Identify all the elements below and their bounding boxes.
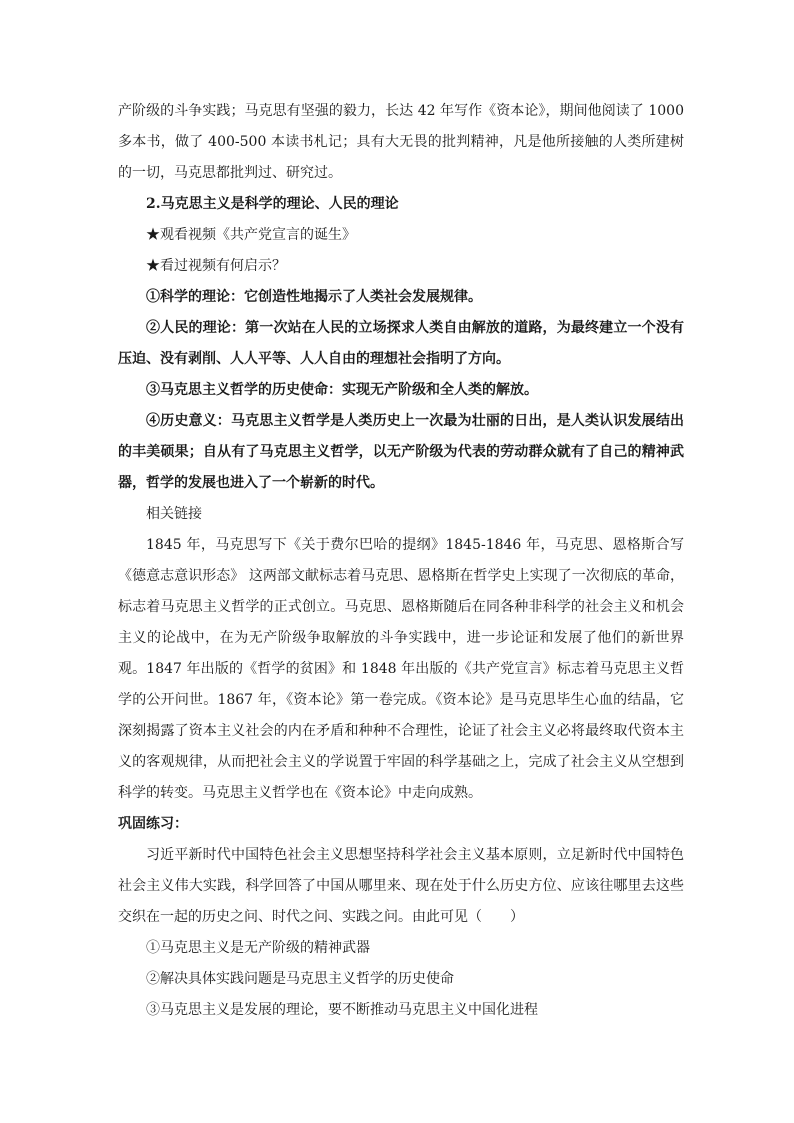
watch-video-line: ★观看视频《共产党宣言的诞生》 xyxy=(146,227,356,243)
document-body xyxy=(118,96,684,1026)
insight-question: ★看过视频有何启示？ xyxy=(146,258,286,274)
related-link-body: 1845 年，马克思写下《关于费尔巴哈的提纲》1845-1846 年，马克思、恩格斯合写《德意志意识形态》 这两部文献标志着马克思、恩格斯在哲学史上实现了一次彻底的革命，标志着马克思主义哲学的正式创立。马克思、恩格斯随后在同各种非科学的社会主义和机会主义的论战中，在为无产阶级争取解放的斗争实践中，进一步论证和发展了他们的新世界观。1847 年出版的《哲学的贫困》和 1848 年出版的《共产党宣言》标志着马克思主义哲学的公开问世。1867 年，《资本论》第一卷完成。《资本论》是马克思毕生心血的结晶，它深刻揭露了资本主义社会的内在矛盾和种种不合理性，论证了社会主义必将最终取代资本主义的客观规律，从而把社会主义的学说置于牢固的科学基础之上，完成了社会主义从空想到科学的转变。马克思主义哲学也在《资本论》中走向成熟。 xyxy=(118,537,684,801)
related-link-title: 相关链接 xyxy=(146,506,202,522)
point-historical-mission: ③马克思主义哲学的历史使命：实现无产阶级和全人类的解放。 xyxy=(146,382,538,398)
exercise-option-1: ①马克思主义是无产阶级的精神武器 xyxy=(146,940,370,956)
point-historical-significance: ④历史意义：马克思主义哲学是人类历史上一次最为壮丽的日出，是人类认识发展结出的丰美硕果；自从有了马克思主义哲学，以无产阶级为代表的劳动群众就有了自己的精神武器，哲学的发展也进入了一个崭新的时代。 xyxy=(118,413,684,491)
exercise-option-2: ②解决具体实践问题是马克思主义哲学的历史使命 xyxy=(146,971,454,987)
exercise-option-3: ③马克思主义是发展的理论，要不断推动马克思主义中国化进程 xyxy=(146,1002,538,1018)
intro-paragraph: 产阶级的斗争实践；马克思有坚强的毅力，长达 42 年写作《资本论》，期间他阅读了 1000 多本书，做了 400-500 本读书札记；具有大无畏的批判精神，凡是他所接触的人类所建树的一切，马克思都批判过、研究过。 xyxy=(118,103,684,181)
exercise-title: 巩固练习： xyxy=(118,816,188,832)
section-heading-2: 2.马克思主义是科学的理论、人民的理论 xyxy=(146,196,399,212)
exercise-question: 习近平新时代中国特色社会主义思想坚持科学社会主义基本原则，立足新时代中国特色社会主义伟大实践，科学回答了中国从哪里来、现在处于什么历史方位、应该往哪里去这些交织在一起的历史之问、时代之问、实践之问。由此可见（ ） xyxy=(118,847,684,925)
point-people-theory: ②人民的理论：第一次站在人民的立场探求人类自由解放的道路，为最终建立一个没有压迫、没有剥削、人人平等、人人自由的理想社会指明了方向。 xyxy=(118,320,684,367)
point-scientific-theory: ①科学的理论：它创造性地揭示了人类社会发展规律。 xyxy=(146,289,482,305)
